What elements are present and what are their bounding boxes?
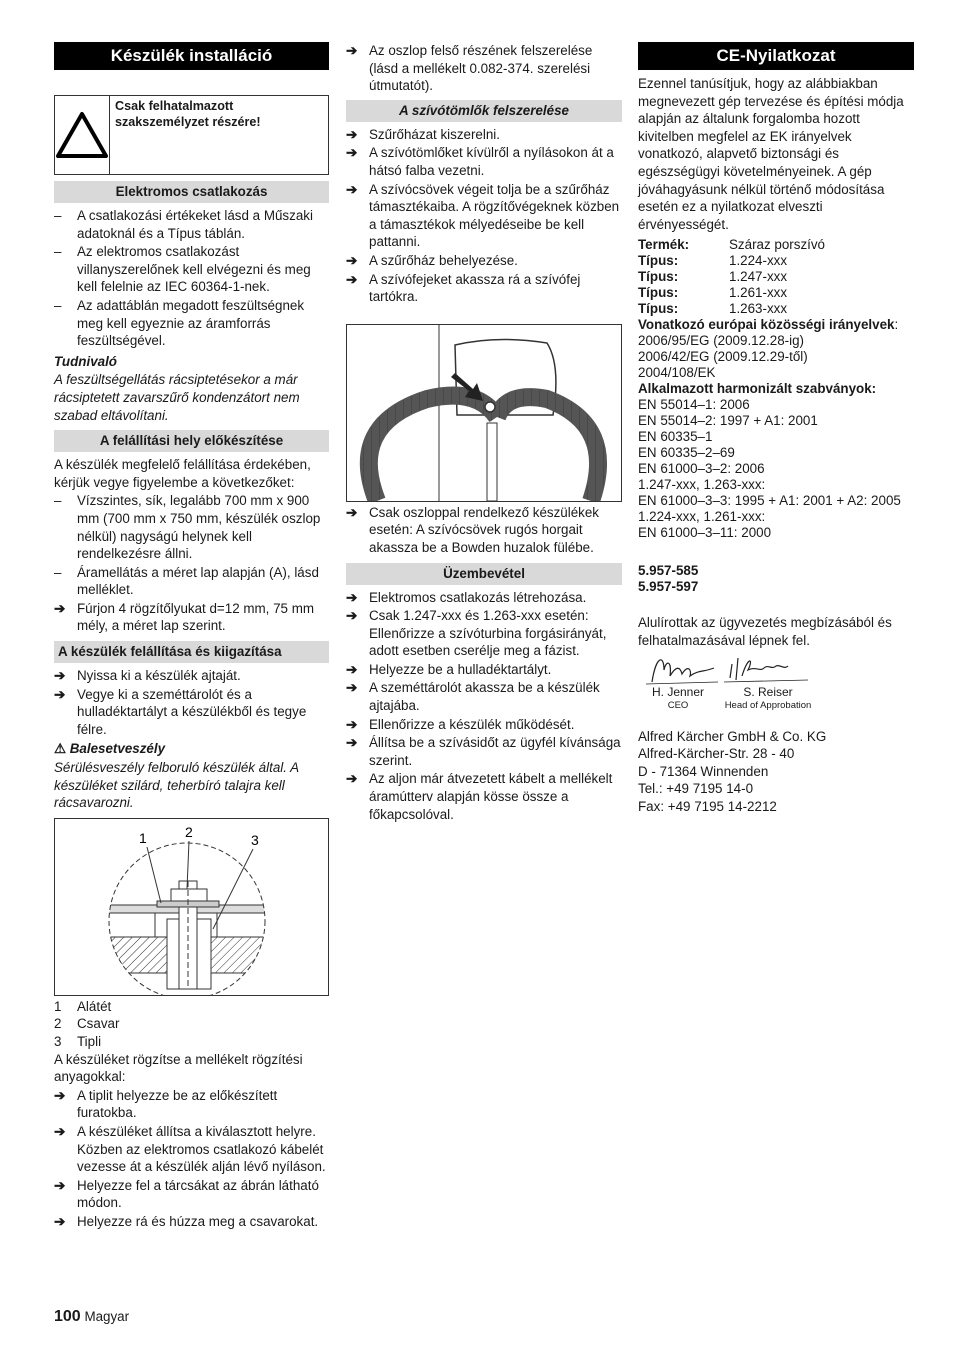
list-item: ➔ A tiplit helyezze be az előkészített furatokba. xyxy=(54,1087,278,1121)
list-item: ➔ A szeméttárolót akassza be a készülék ajtajába. xyxy=(346,680,600,714)
heading-site: A felállítási hely előkészítése xyxy=(54,430,329,452)
legend-item: 2 Csavar xyxy=(54,1016,120,1032)
list-item: – A csatlakozási értékeket lásd a Műszaki adatoknál és a Típus táblán. xyxy=(54,208,313,241)
standard-item: EN 55014–1: 2006 xyxy=(638,397,750,413)
signature-jenner xyxy=(638,656,718,714)
arrow-icon: ➔ xyxy=(346,735,358,751)
list-item: ➔ A készüléket állítsa a kiválasztott helyre. Közben az elektromos csatlakozó kábelét vezesse át a készülék alján lévő nyíláson. xyxy=(54,1123,326,1175)
company-address xyxy=(638,728,914,816)
arrow-icon: ➔ xyxy=(54,1123,66,1139)
hose-drawing xyxy=(347,325,621,501)
list-item: ➔ A szívótömlőket kívülről a nyílásokon át a hátsó falba vezetni. xyxy=(346,145,614,178)
list-item: ➔ Nyissa ki a készülék ajtaját. xyxy=(54,668,241,684)
list-item: ➔ Helyezze fel a tárcsákat az ábrán látható módon. xyxy=(54,1177,319,1211)
spec-row: Típus: 1.261-xxx xyxy=(638,285,788,301)
standard-item: EN 60335–2–69 xyxy=(638,445,735,461)
signed-text: Alulírottak az ügyvezetés megbízásából és felhatalmazásával lépnek fel. xyxy=(638,615,892,648)
danger-text: Sérülésveszély felboruló készülék által. A készüléket szilárd, teherbíró talajra kell rácsavarozni. xyxy=(54,760,299,811)
list-item: – Áramellátás a méret lap alapján (A), lásd melléklet. xyxy=(54,564,319,598)
address-line: Fax: +49 7195 14-2212 xyxy=(638,798,777,814)
arrow-icon: ➔ xyxy=(54,668,66,684)
code-item: 5.957-585 xyxy=(638,563,699,579)
arrow-icon: ➔ xyxy=(54,1213,66,1229)
signer-name: H. Jenner xyxy=(651,684,705,699)
figure-legend xyxy=(54,998,329,1051)
start-list xyxy=(346,589,622,824)
column-3 xyxy=(638,42,914,816)
column-2 xyxy=(346,42,622,824)
legend-item: 3 Tipli xyxy=(54,1034,102,1049)
list-item: ➔ Ellenőrizze a készülék működését. xyxy=(346,716,575,732)
heading-hose: A szívótömlők felszerelése xyxy=(346,100,622,122)
standards-title: Alkalmazott harmonizált szabványok: xyxy=(638,381,877,397)
note-title: Tudnivaló xyxy=(54,353,117,369)
arrow-icon: ➔ xyxy=(346,271,358,287)
directive-item: 2006/42/EG (2009.12.29-től) xyxy=(638,349,808,365)
figure-label-2: 2 xyxy=(185,823,193,840)
list-item: ➔ Szűrőházat kiszerelni. xyxy=(346,126,500,142)
arrow-icon: ➔ xyxy=(346,504,358,520)
directive-item: 2006/95/EG (2009.12.28-ig) xyxy=(638,333,805,349)
signature-jenner-graphic xyxy=(642,652,722,686)
address-line: Tel.: +49 7195 14-0 xyxy=(638,781,754,797)
directive-item: 2004/108/EK xyxy=(638,365,716,381)
legend-item: 1 Alátét xyxy=(54,998,112,1014)
list-item: ➔ A szűrőház behelyezése. xyxy=(346,252,518,268)
product-spec-table xyxy=(638,237,825,317)
standard-item: EN 60335–1 xyxy=(638,429,713,445)
electric-list xyxy=(54,207,329,350)
hose-after-list xyxy=(346,504,622,557)
list-item: – Az elektromos csatlakozást villanyszerelőnek kell elvégezni és meg kell felelnie az IEC 60364-1-nek. xyxy=(54,244,311,295)
signatures xyxy=(638,656,914,714)
warning-box xyxy=(54,95,329,175)
arrow-icon: ➔ xyxy=(54,686,66,702)
setup-list xyxy=(54,667,329,738)
signer-role: CEO xyxy=(667,699,689,711)
column-1 xyxy=(54,42,329,1232)
warning-triangle-icon xyxy=(55,96,110,174)
list-item: ➔ Helyezze rá és húzza meg a csavarokat. xyxy=(54,1213,319,1229)
column-top-list xyxy=(346,42,622,95)
standard-item: 1.224-xxx, 1.261-xxx: xyxy=(638,509,766,525)
arrow-icon: ➔ xyxy=(54,600,66,616)
arrow-icon: ➔ xyxy=(346,145,358,161)
arrow-icon: ➔ xyxy=(346,771,358,787)
arrow-icon: ➔ xyxy=(346,181,358,197)
arrow-icon: ➔ xyxy=(346,126,358,142)
site-list xyxy=(54,492,329,635)
heading-electric: Elektromos csatlakozás xyxy=(54,181,329,203)
arrow-icon: ➔ xyxy=(54,1087,66,1103)
anchor-figure xyxy=(54,818,329,996)
arrow-icon: ➔ xyxy=(346,680,358,696)
standard-item: EN 61000–3–2: 2006 xyxy=(638,461,765,477)
list-item: ➔ Állítsa be a szívásidőt az ügyfél kívánsága szerint. xyxy=(346,735,621,768)
standard-item: 1.247-xxx, 1.263-xxx: xyxy=(638,477,766,493)
signature-reiser xyxy=(718,656,818,714)
anchor-drawing xyxy=(55,819,328,995)
list-item: – Az adattáblán megadott feszültségnek meg kell egyeznie az áramforrás feszültségével. xyxy=(54,297,305,349)
directives-title: Vonatkozó európai közösségi irányelvek: xyxy=(638,317,899,333)
spec-row: Típus: 1.247-xxx xyxy=(638,269,788,285)
list-item: ➔ A szívócsövek végeit tolja be a szűrőház támasztékaiba. A rögzítővégeknek közben a támasztékok mélyedéseibe be kell pattanni. xyxy=(346,181,620,250)
list-item: ➔ Csak 1.247-xxx és 1.263-xxx esetén: Ellenőrizze a szívóturbina forgásirányát, adott esetben cserélje meg a fázist. xyxy=(346,608,607,659)
standard-item: EN 55014–2: 1997 + A1: 2001 xyxy=(638,413,818,429)
arrow-icon: ➔ xyxy=(54,1177,66,1193)
fix-list xyxy=(54,1087,329,1231)
spec-row: Típus: 1.263-xxx xyxy=(638,301,788,317)
spec-row: Termék: Száraz porszívó xyxy=(638,237,826,253)
arrow-icon: ➔ xyxy=(346,661,358,677)
standard-item: EN 61000–3–3: 1995 + A1: 2001 + A2: 2005 xyxy=(638,493,901,509)
warning-text: Csak felhatalmazott szakszemélyzet részére! xyxy=(115,99,261,129)
list-item: ➔ Elektromos csatlakozás létrehozása. xyxy=(346,589,587,605)
list-item: ➔ Fúrjon 4 rögzítőlyukat d=12 mm, 75 mm mély, a méret lap szerint. xyxy=(54,600,315,634)
address-line: Alfred-Kärcher-Str. 28 - 40 xyxy=(638,746,795,762)
section-title-ce: CE-Nyilatkozat xyxy=(638,42,914,70)
site-intro: A készülék megfelelő felállítása érdekében, kérjük vegye figyelembe a következőket: xyxy=(54,457,311,490)
signer-name: S. Reiser xyxy=(743,684,793,699)
section-title-installation: Készülék installáció xyxy=(54,42,329,70)
list-item: ➔ Az aljon már átvezetett kábelt a mellékelt áramútterv alapján kösse össze a főkapcsolóval. xyxy=(346,771,613,822)
spec-row: Típus: 1.224-xxx xyxy=(638,253,788,269)
fix-intro: A készüléket rögzítse a mellékelt rögzítési anyagokkal: xyxy=(54,1051,303,1085)
list-item: ➔ Helyezze be a hulladéktartályt. xyxy=(346,661,552,677)
signer-role: Head of Approbation xyxy=(724,699,812,711)
hose-figure xyxy=(346,324,622,502)
list-item: ➔ Csak oszloppal rendelkező készülékek esetén: A szívócsövek rugós horgait akassza be a Bowden huzalok fülébe. xyxy=(346,504,599,555)
arrow-icon: ➔ xyxy=(346,252,358,268)
danger-title: ⚠ Balesetveszély xyxy=(54,741,166,757)
code-item: 5.957-597 xyxy=(638,579,699,595)
address-line: D - 71364 Winnenden xyxy=(638,763,769,779)
page-footer xyxy=(54,1308,129,1326)
heading-setup: A készülék felállítása és kiigazítása xyxy=(54,641,329,663)
figure-label-3: 3 xyxy=(251,831,259,848)
heading-start: Üzembevétel xyxy=(346,563,622,585)
list-item: ➔ Vegye ki a szeméttárolót és a hulladéktartályt a készülékből és tegye félre. xyxy=(54,686,307,737)
hose-list xyxy=(346,126,622,306)
small-warning-icon: ⚠ xyxy=(54,741,67,757)
list-item: – Vízszintes, sík, legalább 700 mm x 900 mm (700 mm x 750 mm, készülék oszlop nélkül) nagyságú helynek kell rendelkezésre állni. xyxy=(54,493,321,562)
signature-reiser-graphic xyxy=(718,652,818,686)
list-item: ➔ A szívófejeket akassza rá a szívófej tartókra. xyxy=(346,271,581,305)
ce-intro: Ezennel tanúsítjuk, hogy az alábbiakban megnevezett gép tervezése és építési módja alapján az általunk forgalomba hozott kivitelben megfelel az EK irányelvek vonatkozó, alapvető biztonsági és egészségügyi követelményeinek. A gép jóváhagyásunk nélkül történő módosítása esetén ez a nyilatkozat elveszti érvényességét. xyxy=(638,76,904,232)
arrow-icon: ➔ xyxy=(346,43,358,58)
figure-label-1: 1 xyxy=(139,829,147,846)
standard-item: EN 61000–3–11: 2000 xyxy=(638,525,772,541)
arrow-icon: ➔ xyxy=(346,589,358,605)
page-number: 100 xyxy=(54,1308,81,1325)
directives-block xyxy=(638,317,914,595)
note-text: A feszültségellátás rácsiptetésekor a már rácsiptetett zavarszűrő kondenzátort nem szabad eltávolítani. xyxy=(54,372,300,423)
arrow-icon: ➔ xyxy=(346,716,358,732)
arrow-icon: ➔ xyxy=(346,608,358,624)
page-language: Magyar xyxy=(84,1309,130,1324)
address-line: Alfred Kärcher GmbH & Co. KG xyxy=(638,728,827,744)
list-item: ➔ Az oszlop felső részének felszerelése (lásd a mellékelt 0.082-374. szerelési útmutatót). xyxy=(346,43,593,94)
